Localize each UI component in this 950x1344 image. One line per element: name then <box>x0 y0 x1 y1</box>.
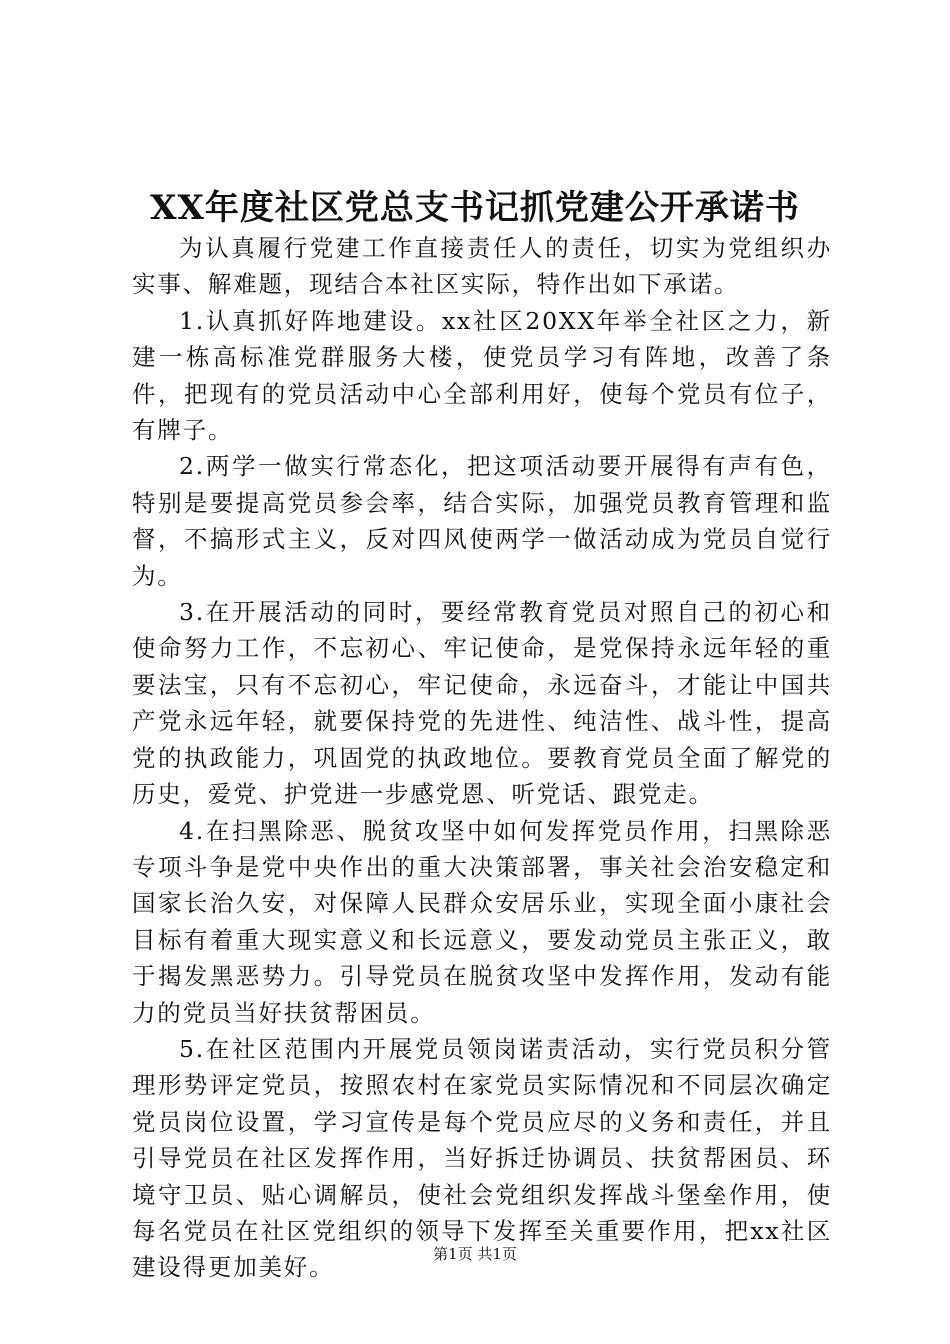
page-footer: 第1页 共1页 <box>433 1245 517 1263</box>
commitment-item-3: 3.在开展活动的同时，要经常教育党员对照自己的初心和使命努力工作，不忘初心、牢记使命，是党保持永远年轻的重要法宝，只有不忘初心，牢记使命，永远奋斗，才能让中国共产党永远年轻，就要保持党的先进性、纯洁性、战斗性，提高党的执政能力，巩固党的执政地位。要教育党员全面了解党的历史，爱党、护党进一步感党恩、听党话、跟党走。 <box>132 598 832 809</box>
commitment-item-5: 5.在社区范围内开展党员领岗诺责活动，实行党员积分管理形势评定党员，按照农村在家党员实际情况和不同层次确定党员岗位设置，学习宣传是每个党员应尽的义务和责任，并且引导党员在社区发挥作用，当好拆迁协调员、扶贫帮困员、环境守卫员、贴心调解员，使社会党组织发挥战斗堡垒作用，使每名党员在社区党组织的领导下发挥至关重要作用，把xx社区建设得更加美好。 <box>132 1034 832 1282</box>
commitment-item-1: 1.认真抓好阵地建设。xx社区20XX年举全社区之力，新建一栋高标准党群服务大楼，使党员学习有阵地，改善了条件，把现有的党员活动中心全部利用好，使每个党员有位子，有牌子。 <box>132 306 832 445</box>
commitment-item-2: 2.两学一做实行常态化，把这项活动要开展得有声有色，特别是要提高党员参会率，结合实际，加强党员教育管理和监督，不搞形式主义，反对四风使两学一做活动成为党员自觉行为。 <box>132 452 832 590</box>
document-title: XX年度社区党总支书记抓党建公开承诺书 <box>150 188 800 228</box>
commitment-item-4: 4.在扫黑除恶、脱贫攻坚中如何发挥党员作用，扫黑除恶专项斗争是党中央作出的重大决策部署，事关社会治安稳定和国家长治久安，对保障人民群众安居乐业，实现全面小康社会目标有着重大现实意义和长远意义，要发动党员主张正义，敢于揭发黑恶势力。引导党员在脱贫攻坚中发挥作用，发动有能力的党员当好扶贫帮困员。 <box>132 816 832 1027</box>
document-body <box>132 230 832 1286</box>
intro-paragraph: 为认真履行党建工作直接责任人的责任，切实为党组织办实事、解难题，现结合本社区实际，特作出如下承诺。 <box>132 234 832 299</box>
